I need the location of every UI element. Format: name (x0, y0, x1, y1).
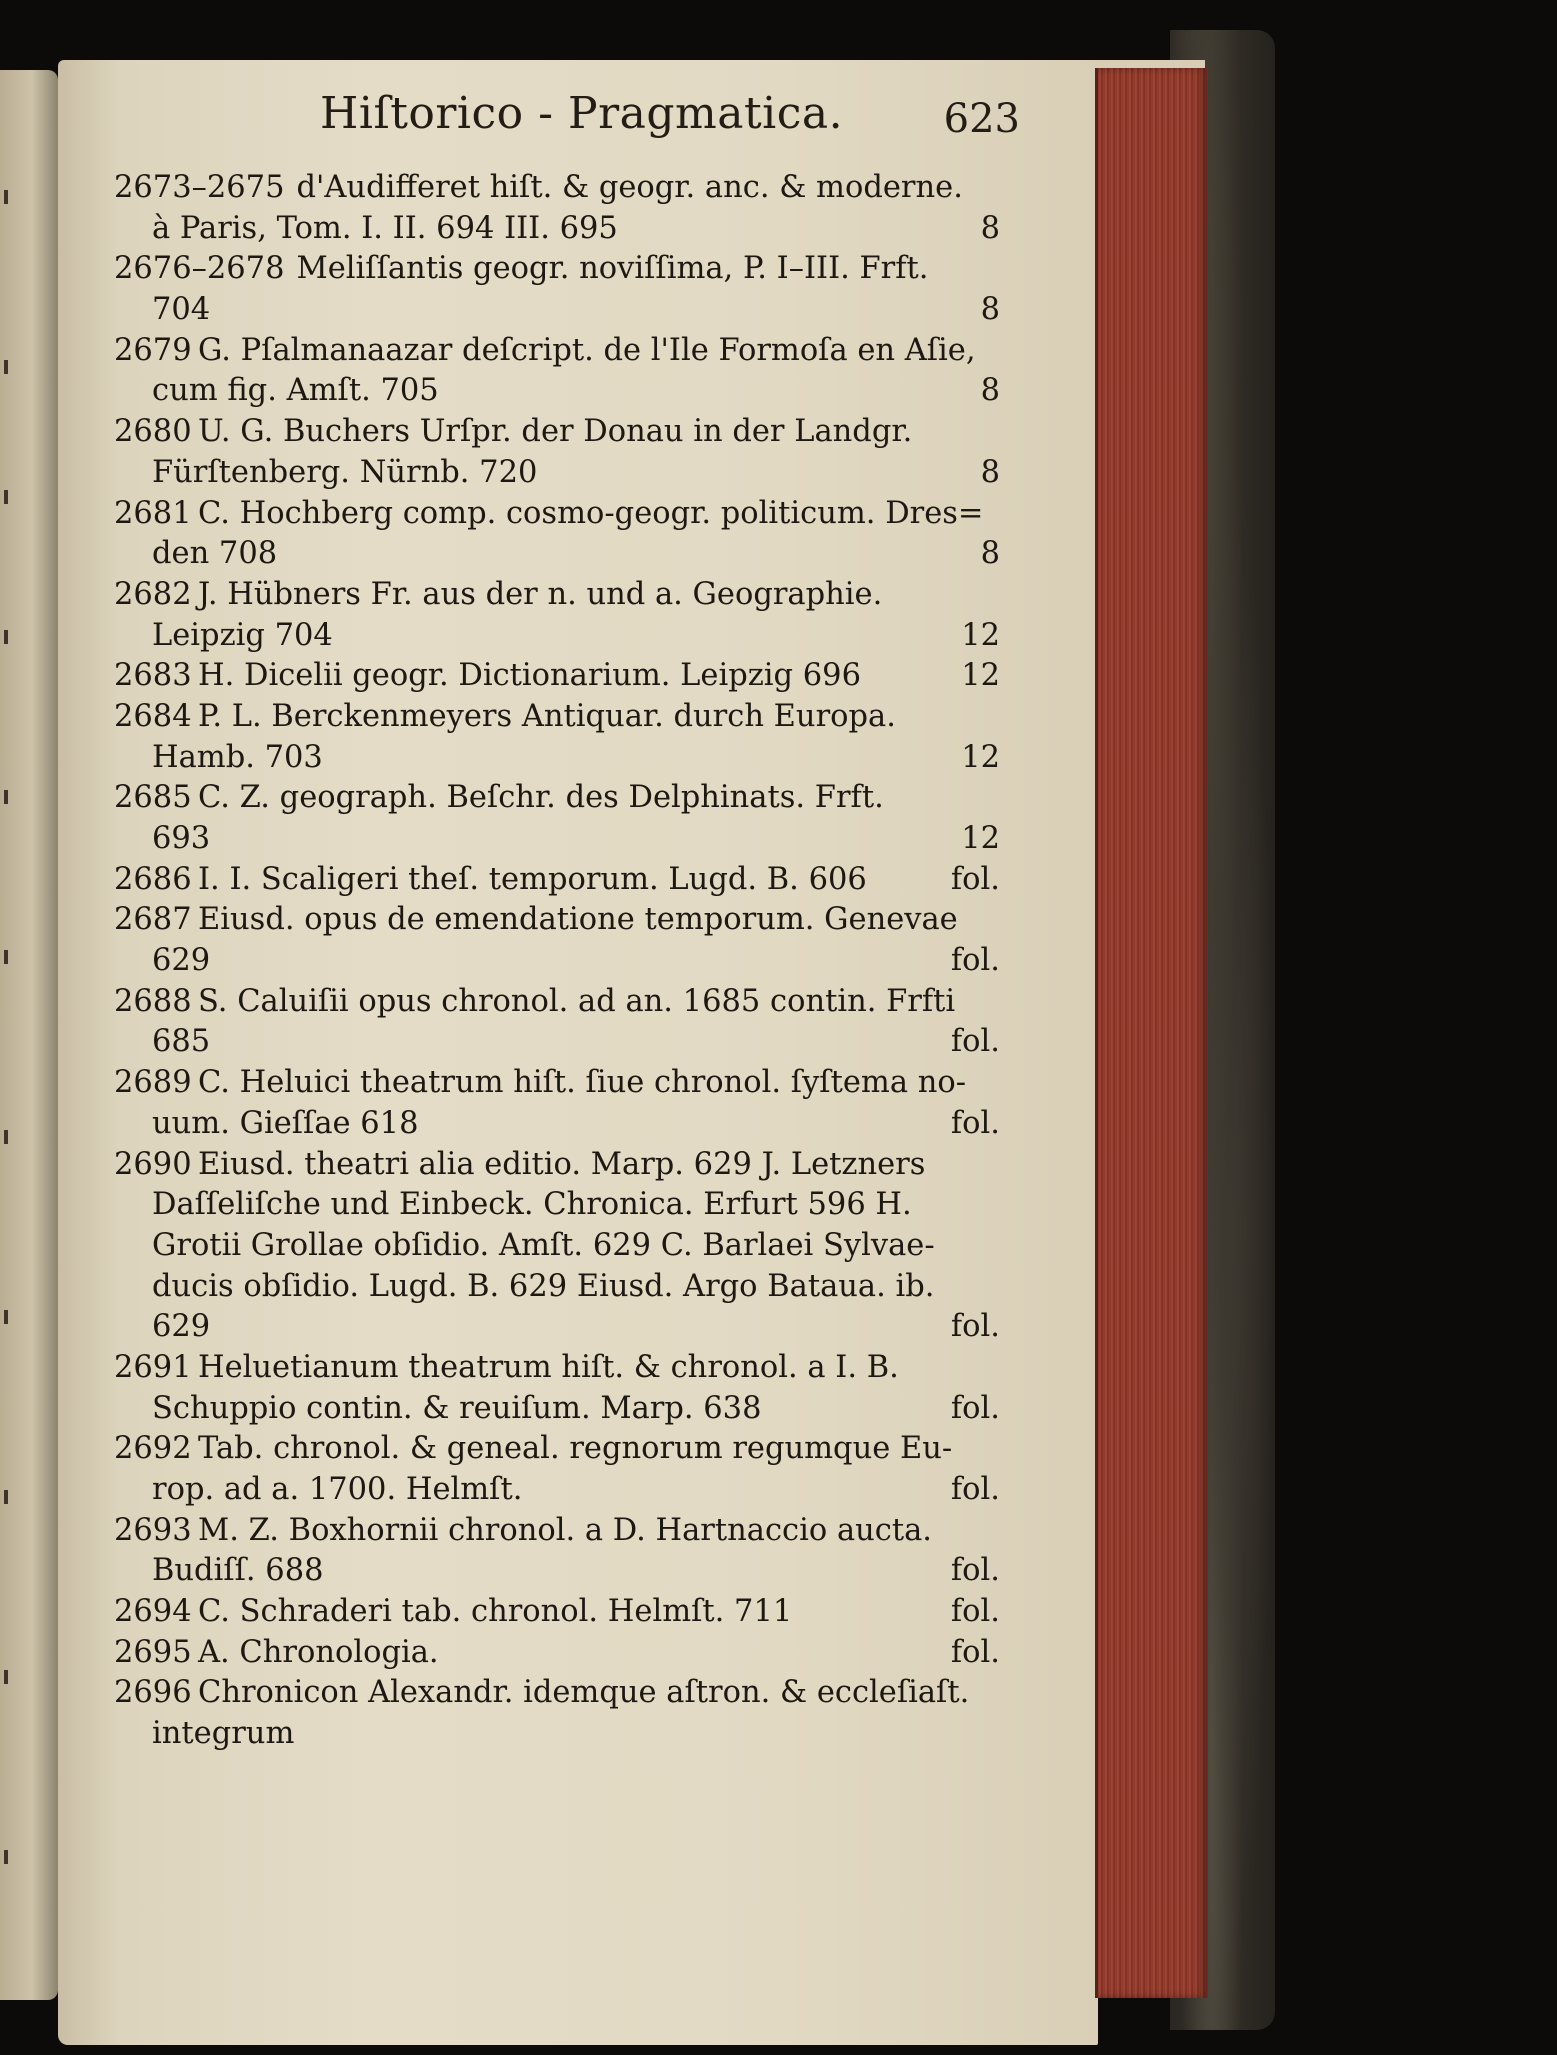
entry-text: 629 (152, 1309, 211, 1345)
entry-line (114, 819, 1000, 860)
entry-price: fol. (950, 861, 1000, 897)
entry-number: 2680 (114, 414, 192, 450)
entry-number: 2683 (114, 658, 192, 694)
catalog-entry (114, 331, 1000, 412)
entry-line (114, 209, 1000, 250)
catalog-entry (114, 1592, 1000, 1633)
entry-line (114, 616, 1000, 657)
entry-price: fol. (950, 1309, 1000, 1345)
entry-text: Chronicon Alexandr. idemque aſtron. & eccleſiaſt. (198, 1675, 970, 1711)
catalog-entries (114, 168, 1000, 1755)
entry-number: 2696 (114, 1675, 192, 1711)
entry-line (114, 860, 1000, 901)
entry-text: à Paris, Tom. I. II. 694 III. 695 (152, 210, 618, 246)
entry-text: I. I. Scaligeri theſ. temporum. Lugd. B. 606 (198, 861, 867, 897)
page-number: 623 (943, 96, 1020, 142)
entry-text: S. Caluiſii opus chronol. ad an. 1685 contin. Frfti (198, 983, 956, 1019)
entry-text: Daſſeliſche und Einbeck. Chronica. Erfurt 596 H. (152, 1187, 912, 1223)
entry-price: 12 (961, 658, 1000, 694)
entry-number: 2676–2678 (114, 251, 285, 287)
facing-page-edge (0, 70, 58, 2000)
entry-line (114, 1267, 1000, 1308)
entry-line (114, 249, 1000, 290)
running-head: Hiſtorico - Pragmatica. (320, 88, 844, 139)
entry-text: C. Z. geograph. Beſchr. des Delphinats. Frft. (198, 780, 884, 816)
entry-text: 704 (152, 292, 211, 328)
catalog-entry (114, 412, 1000, 493)
entry-number: 2673–2675 (114, 170, 285, 205)
entry-number: 2691 (114, 1349, 192, 1385)
entry-text: den 708 (152, 536, 278, 572)
entry-text: M. Z. Boxhornii chronol. a D. Hartnaccio aucta. (198, 1512, 932, 1548)
entry-text: d'Audifferet hiſt. & geogr. anc. & moderne. (296, 170, 963, 205)
entry-number: 2686 (114, 861, 192, 897)
entry-line (114, 982, 1000, 1023)
entry-line (114, 1348, 1000, 1389)
entry-line (114, 1063, 1000, 1104)
catalog-entry (114, 1633, 1000, 1674)
entry-text: 685 (152, 1024, 211, 1060)
entry-number: 2695 (114, 1634, 192, 1670)
entry-text: integrum (152, 1716, 295, 1752)
entry-number: 2688 (114, 983, 192, 1019)
entry-price: 8 (980, 536, 1000, 572)
entry-text: Eiusd. theatri alia editio. Marp. 629 J. Letzners (198, 1146, 926, 1182)
entry-text: Eiusd. opus de emendatione temporum. Genevae (198, 902, 958, 938)
catalog-entry (114, 575, 1000, 656)
entry-text: P. L. Berckenmeyers Antiquar. durch Europa. (198, 698, 896, 734)
entry-price: 8 (980, 373, 1000, 409)
entry-text: G. Pſalmanaazar deſcript. de l'Ile Formoſa en Aſie, (198, 332, 976, 368)
entry-line (114, 941, 1000, 982)
entry-number: 2692 (114, 1431, 192, 1467)
catalog-entry (114, 1348, 1000, 1429)
entry-line (114, 1145, 1000, 1186)
entry-number: 2682 (114, 576, 192, 612)
catalog-entry (114, 656, 1000, 697)
entry-number: 2689 (114, 1065, 192, 1101)
entry-text: A. Chronologia. (198, 1634, 439, 1670)
entry-price: fol. (950, 943, 1000, 979)
entry-line (114, 1389, 1000, 1430)
entry-text: rop. ad a. 1700. Helmſt. (152, 1472, 523, 1507)
entry-line (114, 1429, 1000, 1470)
entry-text: Fürſtenberg. Nürnb. 720 (152, 454, 538, 490)
entry-price: fol. (950, 1472, 1000, 1507)
entry-line (114, 290, 1000, 331)
entry-number: 2687 (114, 902, 192, 938)
entry-number: 2684 (114, 698, 192, 734)
entry-price: fol. (950, 1634, 1000, 1670)
entry-line (114, 331, 1000, 372)
entry-line (114, 1511, 1000, 1552)
entry-line (114, 534, 1000, 575)
entry-price: 12 (961, 739, 1000, 775)
page-header (320, 88, 1020, 158)
catalog-entry (114, 697, 1000, 778)
catalog-entry (114, 900, 1000, 981)
entry-line (114, 1714, 1000, 1755)
entry-text: C. Heluici theatrum hiſt. ſiue chronol. ſyſtema no- (198, 1065, 967, 1101)
entry-price: fol. (950, 1594, 1000, 1630)
entry-line (114, 778, 1000, 819)
catalog-entry (114, 778, 1000, 859)
entry-text: ducis obſidio. Lugd. B. 629 Eiusd. Argo Bataua. ib. (152, 1268, 935, 1304)
entry-text: Leipzig 704 (152, 617, 333, 653)
entry-number: 2685 (114, 780, 192, 816)
catalog-entry (114, 1511, 1000, 1592)
catalog-entry (114, 249, 1000, 330)
entry-line (114, 1307, 1000, 1348)
entry-price: fol. (950, 1390, 1000, 1426)
entry-number: 2679 (114, 332, 192, 368)
entry-line (114, 1226, 1000, 1267)
catalog-entry (114, 1429, 1000, 1510)
entry-number: 2681 (114, 495, 192, 531)
entry-price: 8 (980, 292, 1000, 328)
entry-number: 2693 (114, 1512, 192, 1548)
entry-text: H. Dicelii geogr. Dictionarium. Leipzig 696 (198, 658, 861, 694)
entry-line (114, 656, 1000, 697)
entry-text: C. Hochberg comp. cosmo-geogr. politicum. Dres= (198, 495, 984, 531)
entry-line (114, 453, 1000, 494)
entry-line (114, 1633, 1000, 1674)
entry-price: 12 (961, 821, 1000, 856)
entry-text: 629 (152, 943, 211, 979)
entry-text: U. G. Buchers Urſpr. der Donau in der Landgr. (198, 414, 913, 450)
entry-line (114, 900, 1000, 941)
entry-text: Schuppio contin. & reuiſum. Marp. 638 (152, 1390, 762, 1426)
catalog-entry (114, 168, 1000, 249)
entry-line (114, 1022, 1000, 1063)
catalog-entry (114, 494, 1000, 575)
entry-line (114, 371, 1000, 412)
entry-text: Grotii Grollae obſidio. Amſt. 629 C. Barlaei Sylvae- (152, 1227, 935, 1263)
entry-line (114, 697, 1000, 738)
entry-text: uum. Gieſſae 618 (152, 1105, 419, 1141)
catalog-entry (114, 1063, 1000, 1144)
entry-price: 8 (980, 454, 1000, 490)
entry-line (114, 1185, 1000, 1226)
entry-text: cum fig. Amſt. 705 (152, 373, 439, 409)
entry-price: 8 (980, 210, 1000, 246)
catalog-entry (114, 1673, 1000, 1754)
entry-text: Tab. chronol. & geneal. regnorum regumque Eu- (198, 1431, 953, 1467)
entry-line (114, 168, 1000, 209)
entry-line (114, 1470, 1000, 1511)
catalog-entry (114, 1145, 1000, 1348)
catalog-entry (114, 982, 1000, 1063)
catalog-entry (114, 860, 1000, 901)
entry-text: C. Schraderi tab. chronol. Helmſt. 711 (198, 1594, 793, 1630)
entry-line (114, 738, 1000, 779)
entry-line (114, 412, 1000, 453)
entry-price: 12 (961, 617, 1000, 653)
entry-line (114, 1673, 1000, 1714)
entry-number: 2690 (114, 1146, 192, 1182)
red-page-edges (1095, 68, 1208, 1998)
entry-text: Meliſſantis geogr. noviſſima, P. I–III. Frft. (296, 251, 929, 287)
entry-text: Heluetianum theatrum hiſt. & chronol. a I. B. (198, 1349, 899, 1385)
entry-line (114, 575, 1000, 616)
entry-text: Hamb. 703 (152, 739, 323, 775)
entry-text: 693 (152, 821, 211, 856)
entry-number: 2694 (114, 1594, 192, 1630)
entry-line (114, 1592, 1000, 1633)
entry-price: fol. (950, 1105, 1000, 1141)
entry-price: fol. (950, 1553, 1000, 1589)
entry-text: J. Hübners Fr. aus der n. und a. Geographie. (198, 576, 883, 612)
entry-text: Budiſſ. 688 (152, 1553, 324, 1589)
entry-line (114, 1104, 1000, 1145)
entry-line (114, 1551, 1000, 1592)
entry-price: fol. (950, 1024, 1000, 1060)
entry-line (114, 494, 1000, 535)
